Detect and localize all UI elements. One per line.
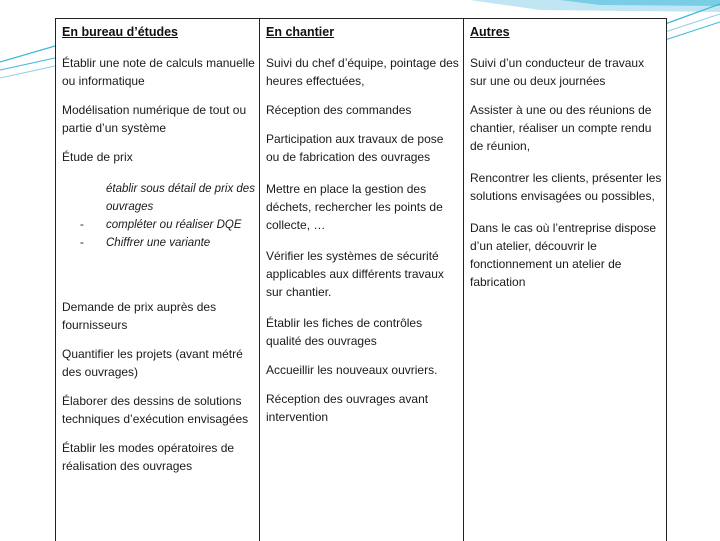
spacer: [62, 252, 255, 298]
right-accent-line-2: [665, 14, 720, 32]
sub-list-item: - Chiffrer une variante: [80, 237, 211, 249]
list-item: Participation aux travaux de pose ou de fabrication des ouvrages: [266, 132, 444, 164]
list-item: Rencontrer les clients, présenter les solutions envisagées ou possibles,: [470, 171, 662, 203]
column-autres: [463, 19, 666, 541]
activities-table: [55, 18, 667, 541]
list-item: Établir les modes opératoires de réalisation des ouvrages: [62, 441, 235, 473]
list-item: Réception des ouvrages avant intervention: [266, 392, 429, 424]
sub-list-item: - compléter ou réaliser DQE: [80, 219, 242, 231]
list-item: Dans le cas où l’entreprise dispose d’un atelier, découvrir le fonctionnement un atelier de fabrication: [470, 221, 657, 289]
list-item: Suivi du chef d’équipe, pointage des heures effectuées,: [266, 56, 459, 88]
list-item: Assister à une ou des réunions de chantier, réaliser un compte rendu de réunion,: [470, 103, 652, 153]
column-header: Autres: [470, 25, 510, 39]
list-item: Réception des commandes: [266, 103, 412, 117]
column-bureau-etudes: [56, 19, 259, 541]
list-item: Établir une note de calculs manuelle ou informatique: [62, 56, 255, 88]
column-header: En chantier: [266, 25, 335, 39]
list-item: Modélisation numérique de tout ou partie d’un système: [62, 103, 247, 135]
list-item: Quantifier les projets (avant métré des ouvrages): [62, 347, 243, 379]
column-header: En bureau d’études: [62, 25, 178, 39]
list-item: Établir les fiches de contrôles qualité des ouvrages: [266, 316, 423, 348]
list-item: Élaborer des dessins de solutions techniques d’exécution envisagées: [62, 394, 249, 426]
list-item: Mettre en place la gestion des déchets, rechercher les points de collecte, …: [266, 182, 443, 232]
list-item: Vérifier les systèmes de sécurité applicables aux différents travaux sur chantier.: [266, 249, 444, 299]
list-item: Demande de prix auprès des fournisseurs: [62, 300, 217, 332]
sub-list: [62, 180, 255, 252]
list-item: Étude de prix: [62, 150, 133, 164]
sub-list-item: établir sous détail de prix des ouvrages: [106, 183, 255, 213]
list-item: Accueillir les nouveaux ouvriers.: [266, 363, 438, 377]
list-item: Suivi d’un conducteur de travaux sur une ou deux journées: [470, 56, 645, 88]
column-chantier: [259, 19, 463, 541]
right-accent-line-3: [665, 22, 720, 40]
